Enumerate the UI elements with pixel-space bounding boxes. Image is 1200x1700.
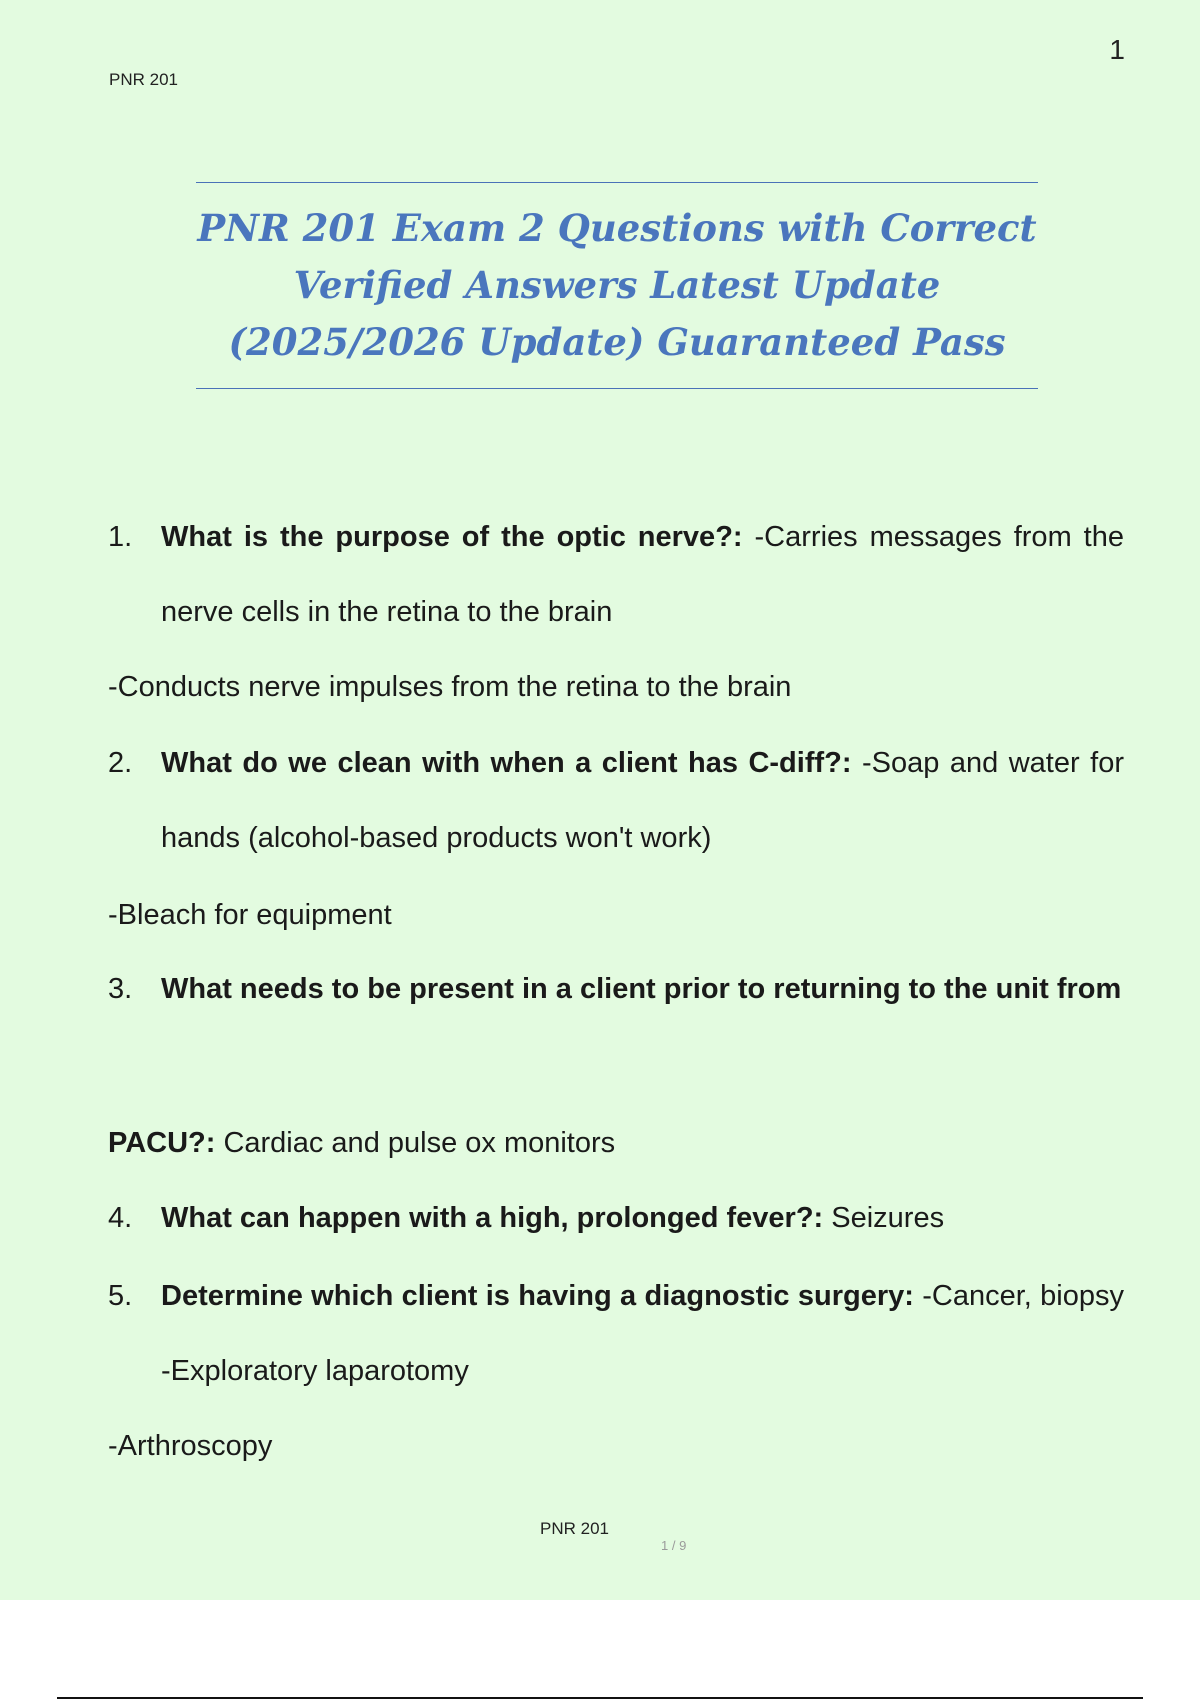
list-item <box>108 726 1124 876</box>
answer-text: Seizures <box>823 1202 945 1234</box>
answer-text: Cardiac and pulse ox monitors <box>215 1127 616 1159</box>
item-body <box>161 500 1124 650</box>
next-page-rule <box>57 1697 1143 1699</box>
item-body <box>161 1181 1124 1256</box>
answer-continuation: -Arthroscopy <box>108 1430 273 1462</box>
question-text-continued: PACU?: <box>108 1127 216 1159</box>
running-footer: PNR 201 <box>540 1519 609 1538</box>
page-counter: 1 / 9 <box>661 1538 687 1553</box>
page-number: 1 <box>1109 34 1125 65</box>
question-text: What is the purpose of the optic nerve?: <box>161 521 743 553</box>
answer-text: -Carries messages from the nerve cells in the retina to the brain <box>161 521 1124 628</box>
item-body <box>161 726 1124 876</box>
list-item <box>108 500 1124 650</box>
item-body <box>161 1259 1124 1409</box>
item-number: 2. <box>108 747 133 779</box>
question-text: What needs to be present in a client prior to returning to the unit from <box>161 973 1122 1005</box>
title-rule-bottom <box>196 388 1038 389</box>
item-number: 1. <box>108 521 133 553</box>
answer-continuation: -Conducts nerve impulses from the retina to the brain <box>108 671 792 703</box>
answer-text: -Cancer, biopsy -Exploratory laparotomy <box>161 1280 1124 1387</box>
question-text: What do we clean with when a client has C-diff?: <box>161 747 852 779</box>
answer-continuation: -Bleach for equipment <box>108 899 392 931</box>
list-item <box>108 952 1124 1027</box>
title-line-3: (2025/2026 Update) Guaranteed Pass <box>228 320 1006 364</box>
answer-continuation <box>108 1106 1124 1181</box>
running-header: PNR 201 <box>109 70 178 89</box>
list-item <box>108 1259 1124 1409</box>
title-rule-top <box>196 182 1038 183</box>
title-line-1: PNR 201 Exam 2 Questions with Correct <box>197 206 1037 250</box>
question-text: Determine which client is having a diagnostic surgery: <box>161 1280 914 1312</box>
title-line-2: Verified Answers Latest Update <box>293 263 941 307</box>
item-number: 3. <box>108 973 133 1005</box>
answer-text: -Soap and water for hands (alcohol-based products won't work) <box>161 747 1124 854</box>
item-number: 5. <box>108 1280 133 1312</box>
document-title <box>196 200 1038 371</box>
question-text: What can happen with a high, prolonged fever?: <box>161 1202 824 1234</box>
item-body <box>161 952 1124 1027</box>
list-item <box>108 1181 1124 1256</box>
item-number: 4. <box>108 1202 133 1234</box>
